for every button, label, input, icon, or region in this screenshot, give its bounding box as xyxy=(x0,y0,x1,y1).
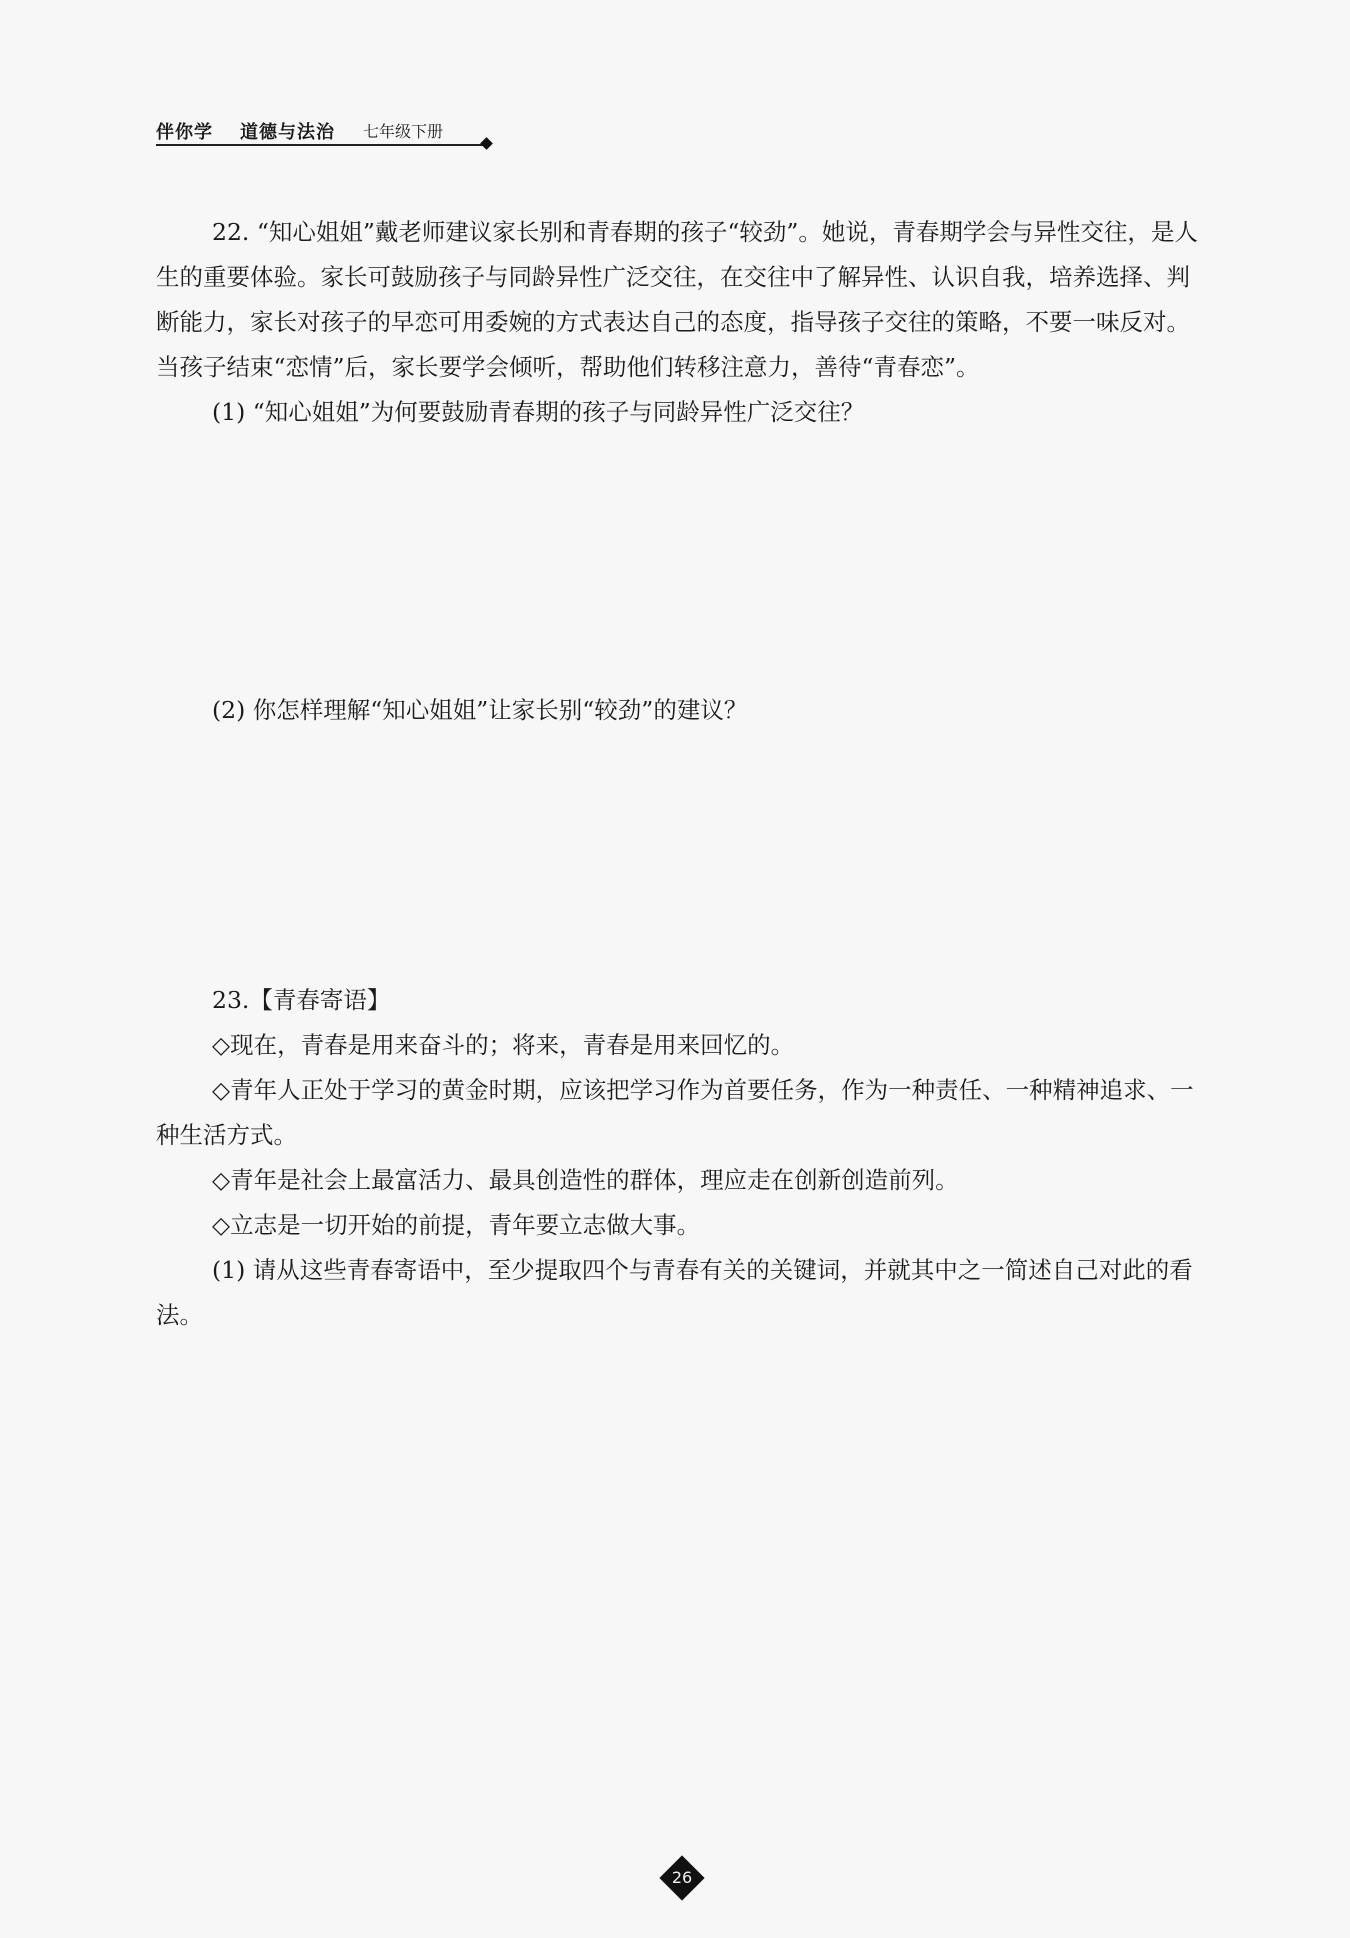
question-23-sub-1: (1) 请从这些青春寄语中，至少提取四个与青春有关的关键词，并就其中之一简述自己对此的看法。 xyxy=(156,1256,1193,1329)
question-23-title: 23.【青春寄语】 xyxy=(212,986,391,1014)
question-22-sub-2: (2) 你怎样理解“知心姐姐”让家长别“较劲”的建议？ xyxy=(212,696,748,724)
answer-space xyxy=(156,733,1210,978)
quote-item: ◇青年是社会上最富活力、最具创造性的群体，理应走在创新创造前列。 xyxy=(212,1166,959,1194)
header-rule xyxy=(156,144,486,146)
quote-item: ◇现在，青春是用来奋斗的；将来，青春是用来回忆的。 xyxy=(212,1031,795,1059)
page-number: 26 xyxy=(671,1868,693,1887)
page-content xyxy=(156,210,1210,1338)
question-22-stem: 22. “知心姐姐”戴老师建议家长别和青春期的孩子“较劲”。她说，青春期学会与异性交往，是人生的重要体验。家长可鼓励孩子与同龄异性广泛交往，在交往中了解异性、认识自我，培养选择、判断能力，家长对孩子的早恋可用委婉的方式表达自己的态度，指导孩子交往的策略，不要一味反对。当孩子结束“恋情”后，家长要学会倾听，帮助他们转移注意力，善待“青春恋”。 xyxy=(156,218,1198,381)
subject-title: 道德与法治 xyxy=(240,122,335,143)
quote-item: ◇立志是一切开始的前提，青年要立志做大事。 xyxy=(212,1211,701,1239)
answer-space xyxy=(156,435,1210,688)
page-header xyxy=(156,118,1208,148)
page-number-badge xyxy=(660,1856,704,1900)
question-22-sub-1: (1) “知心姐姐”为何要鼓励青春期的孩子与同龄异性广泛交往？ xyxy=(212,398,865,426)
book-series-title: 伴你学 xyxy=(156,122,213,143)
diamond-icon xyxy=(480,137,493,150)
grade-label: 七年级下册 xyxy=(363,122,444,141)
quote-item: ◇青年人正处于学习的黄金时期，应该把学习作为首要任务，作为一种责任、一种精神追求、一种生活方式。 xyxy=(156,1076,1194,1149)
